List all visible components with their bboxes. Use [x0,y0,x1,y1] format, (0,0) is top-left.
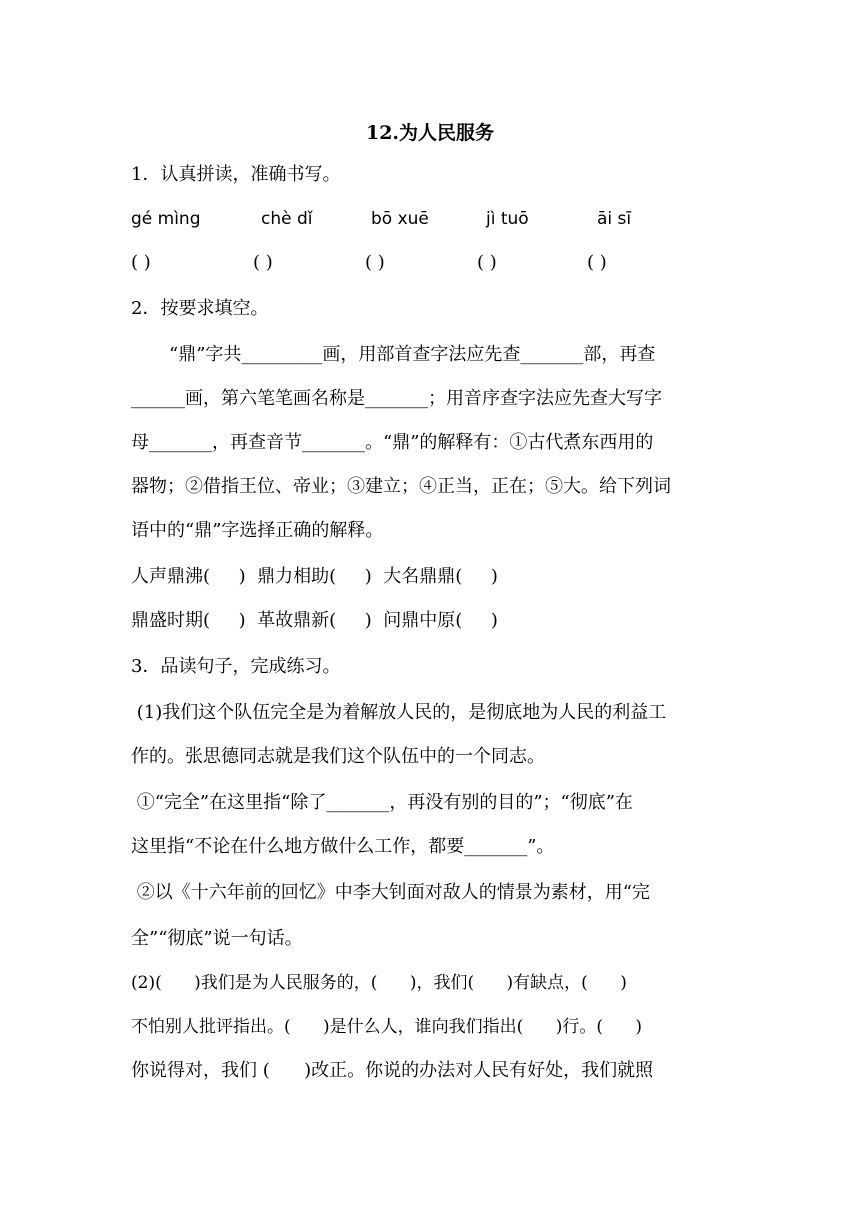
page-title: 12.为人民服务 [365,122,495,144]
pinyin-row [131,206,731,232]
question-3-text: ①“完全”在这里指“除了_______，再没有别的目的”；“彻底”在 [131,792,633,813]
answer-blank[interactable]: ( ) [253,252,273,273]
question-2-text: “鼎”字共_________画，用部首查字法应先查_______部，再查 [169,344,656,365]
pinyin-item: āi sī [597,209,632,229]
answer-blank[interactable]: ( ) [587,252,607,273]
pinyin-item: gé mìng [131,209,201,229]
question-3-text: 你说得对，我们 ( )改正。你说的办法对人民有好处，我们就照 [131,1060,654,1081]
question-2-text: 语中的“鼎”字选择正确的解释。 [131,520,384,541]
question-2-text: 器物；②借指王位、帝业；③建立；④正当，正在；⑤大。给下列词 [131,476,671,497]
answer-blanks-row [131,250,731,276]
word-choice-row: 人声鼎沸( ) 鼎力相助( ) 大名鼎鼎( ) [131,566,498,587]
pinyin-item: bō xuē [371,209,429,229]
answer-blank[interactable]: ( ) [131,252,151,273]
pinyin-item: jì tuō [486,209,529,229]
question-2-text: ______画，第六笔笔画名称是_______；用音序查字法应先查大写字 [131,388,662,409]
pinyin-item: chè dǐ [261,209,313,229]
answer-blank[interactable]: ( ) [365,252,385,273]
question-3-text: (2)( )我们是为人民服务的，( )，我们( )有缺点，( ) [131,973,627,993]
question-2-text: 母_______，再查音节_______。“鼎”的解释有：①古代煮东西用的 [131,432,654,453]
question-3-heading: 3．品读句子，完成练习。 [131,656,341,677]
question-3-text: 这里指“不论在什么地方做什么工作，都要_______”。 [131,836,555,857]
question-2-heading: 2．按要求填空。 [131,298,269,319]
word-choice-row: 鼎盛时期( ) 革故鼎新( ) 问鼎中原( ) [131,610,498,631]
question-1-heading: 1．认真拼读，准确书写。 [131,164,341,185]
question-3-text: ②以《十六年前的回忆》中李大钊面对敌人的情景为素材，用“完 [131,882,650,903]
question-3-text: 作的。张思德同志就是我们这个队伍中的一个同志。 [131,746,545,767]
question-3-text: (1)我们这个队伍完全是为着解放人民的，是彻底地为人民的利益工 [131,702,667,723]
answer-blank[interactable]: ( ) [477,252,497,273]
question-3-text: 不怕别人批评指出。( )是什么人，谁向我们指出( )行。( ) [131,1017,643,1037]
question-3-text: 全”“彻底”说一句话。 [131,928,303,949]
